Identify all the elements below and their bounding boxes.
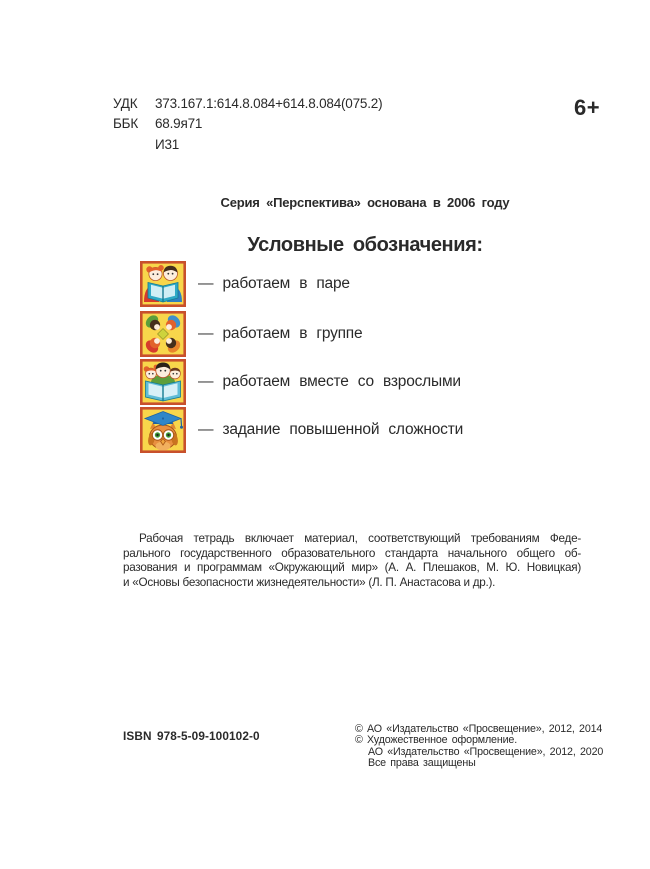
- annotation-line: и «Основы безопасности жизнедеятельности» (Л. П. Анастасова и др.).: [123, 575, 496, 589]
- pair-work-icon: [140, 261, 186, 307]
- bbk-value: 68.9я71: [155, 116, 203, 132]
- legend-item-family: [140, 359, 461, 405]
- annotation-line: разования и программам «Окружающий мир» (А. А. Плешаков, М. Ю. Новицкая): [123, 561, 581, 575]
- legend-label-family: работаем вместе со взрослыми: [222, 373, 461, 390]
- bbk-line: [113, 114, 382, 134]
- legend-item-group: [140, 311, 362, 357]
- annotation-paragraph: [123, 532, 581, 590]
- copyright-line: © Художественное оформление.: [355, 734, 518, 747]
- series-line: Серия «Перспектива» основана в 2006 году: [220, 195, 510, 210]
- author-code: И31: [155, 136, 180, 152]
- legend-label-group: работаем в группе: [222, 325, 363, 342]
- legend-dash: —: [198, 275, 214, 292]
- legend-title: Условные обозначения:: [247, 234, 483, 256]
- bbk-label: ББК: [113, 116, 138, 132]
- classification-codes: [113, 94, 382, 155]
- udk-label: УДК: [113, 96, 138, 111]
- legend-label-pair: работаем в паре: [222, 275, 350, 292]
- legend-item-pair: [140, 261, 350, 307]
- isbn-number: ISBN 978-5-09-100102-0: [123, 729, 260, 743]
- copyright-line: © АО «Издательство «Просвещение», 2012, 2014: [355, 723, 603, 735]
- copyright-line: Все права защищены: [368, 757, 476, 770]
- legend-dash: —: [198, 325, 214, 342]
- legend-dash: —: [198, 373, 214, 390]
- legend-label-advanced: задание повышенной сложности: [222, 421, 464, 438]
- copyright-block: [355, 724, 603, 770]
- annotation-line: рального государственного образовательного стандарта начального общего об-: [123, 546, 581, 560]
- author-code-line: [113, 135, 382, 155]
- group-work-icon: [140, 311, 186, 357]
- legend-item-advanced: [140, 407, 463, 453]
- udk-value: 373.167.1:614.8.084+614.8.084(075.2): [155, 96, 383, 111]
- legend-dash: —: [198, 421, 214, 438]
- advanced-task-owl-icon: [140, 407, 186, 453]
- annotation-line: Рабочая тетрадь включает материал, соответствующий требованиям Феде-: [139, 532, 581, 545]
- copyright-line: АО «Издательство «Просвещение», 2012, 2020: [368, 745, 604, 758]
- family-work-icon: [140, 359, 186, 405]
- age-rating-badge: 6+: [574, 95, 601, 120]
- udk-line: [113, 94, 382, 114]
